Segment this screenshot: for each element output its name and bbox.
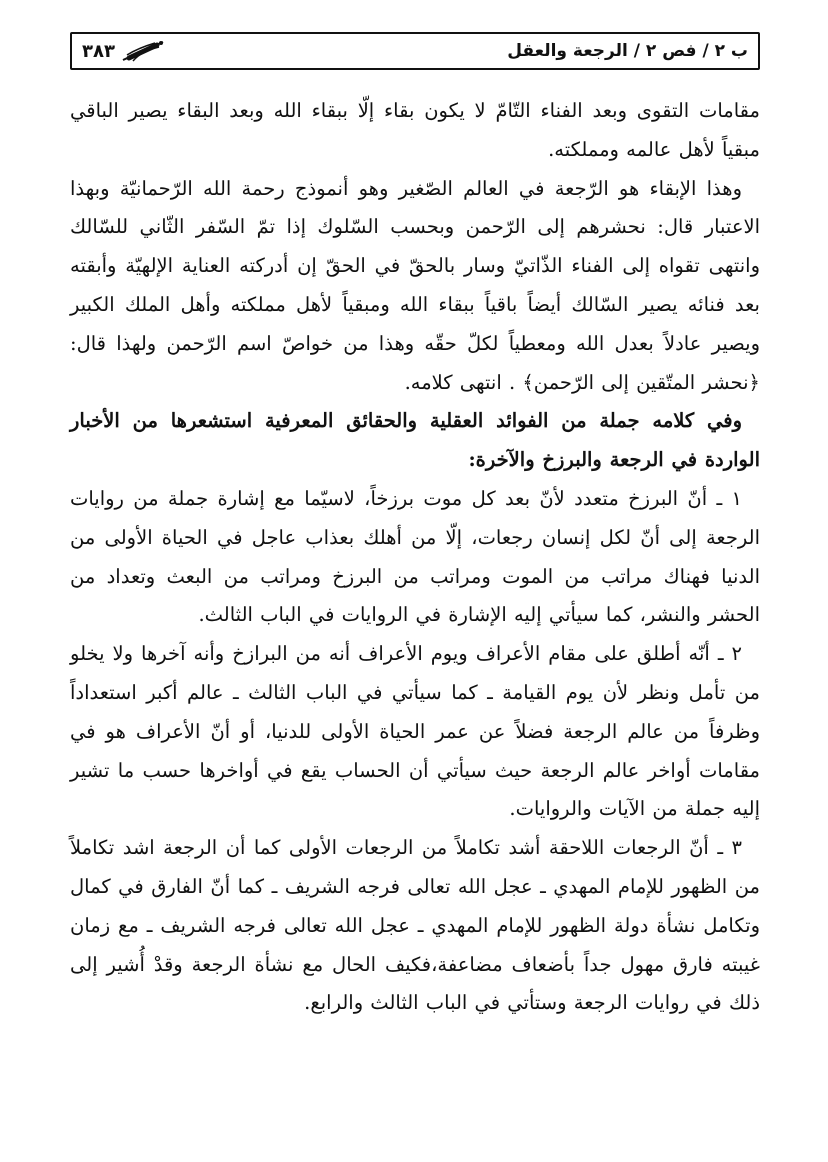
chapter-title: ب ٢ / فص ٢ / الرجعة والعقل	[507, 41, 748, 61]
page-body	[70, 92, 760, 1023]
paragraph-3: وفي كلامه جملة من الفوائد العقلية والحقائق المعرفية استشعرها من الأخبار الواردة في الرجعة والبرزخ والآخرة:	[70, 409, 760, 472]
paragraph-point-2: ٢ ـ أنّه أطلق على مقام الأعراف ويوم الأعراف أنه من البرازخ وأنه آخرها ولا يخلو من تأمل ونظر لأن يوم القيامة ـ كما سيأتي في الباب الثالث ـ عالم أكبر استعداداً وظرفاً من عالم الرجعة فضلاً عن عمر الحياة الأولى للدنيا، أو أنّ الأعراف هو في مقامات أواخر عالم الرجعة حيث سيأتي أن الحساب يقع في أواخرها حسب ما تشير إليه جملة من الآيات والروايات.	[70, 642, 760, 821]
paragraph-point-3: ٣ ـ أنّ الرجعات اللاحقة أشد تكاملاً من الرجعات الأولى كما أن الرجعة اشد تكاملاً من الظهور للإمام المهدي ـ عجل الله تعالى فرجه الشريف ـ كما أنّ الفارق في كمال وتكامل نشأة دولة الظهور للإمام المهدي ـ عجل الله تعالى فرجه الشريف ـ مع زمان غيبته فارق مهول جداً بأضعاف مضاعفة،فكيف الحال مع نشأة الرجعة وقدْ أُشير إلى ذلك في روايات الرجعة وستأتي في الباب الثالث والرابع.	[70, 836, 760, 1015]
running-header	[70, 32, 760, 70]
page-number: ٣٨٣	[82, 40, 115, 62]
page-number-group	[82, 38, 165, 64]
paragraph-2: وهذا الإبقاء هو الرّجعة في العالم الصّغير وهو أنموذج رحمة الله الرّحمانيّة وبهذا الاعتبار قال: نحشرهم إلى الرّحمن وبحسب السّلوك إذا تمّ السّفر الثّاني للسّالك وانتهى تقواه إلى الفناء الذّاتيّ وسار بالحقّ في الحقّ إن أدركته العناية الإلهيّة وأبقته بعد فنائه يصير السّالك أيضاً باقياً ببقاء الله ومبقياً لأهل مملكته وأهل الملك الكبير ويصير عادلاً بعدل الله ومعطياً لكلّ حقّه وهذا من خواصّ اسم الرّحمن ولهذا قال: ﴿نحشر المتّقين إلى الرّحمن﴾ . انتهى كلامه.	[70, 176, 760, 394]
paragraph-1: مقامات التقوى وبعد الفناء التّامّ لا يكون بقاء إلّا ببقاء الله وبعد البقاء يصير الباقي مبقياً لأهل عالمه ومملكته.	[70, 99, 760, 161]
book-page	[70, 32, 760, 1142]
paragraph-point-1: ١ ـ أنّ البرزخ متعدد لأنّ بعد كل موت برزخاً، لاسيّما مع إشارة جملة من روايات الرجعة إلى أنّ لكل إنسان رجعات، إلّا من أهلك بعذاب عاجل في الحياة الأولى من الدنيا فهناك مراتب من الموت ومراتب من البرزخ ومراتب من البعث وتعداد من الحشر والنشر، كما سيأتي إليه الإشارة في الروايات في الباب الثالث.	[70, 486, 760, 627]
quill-ornament-icon	[121, 38, 165, 64]
